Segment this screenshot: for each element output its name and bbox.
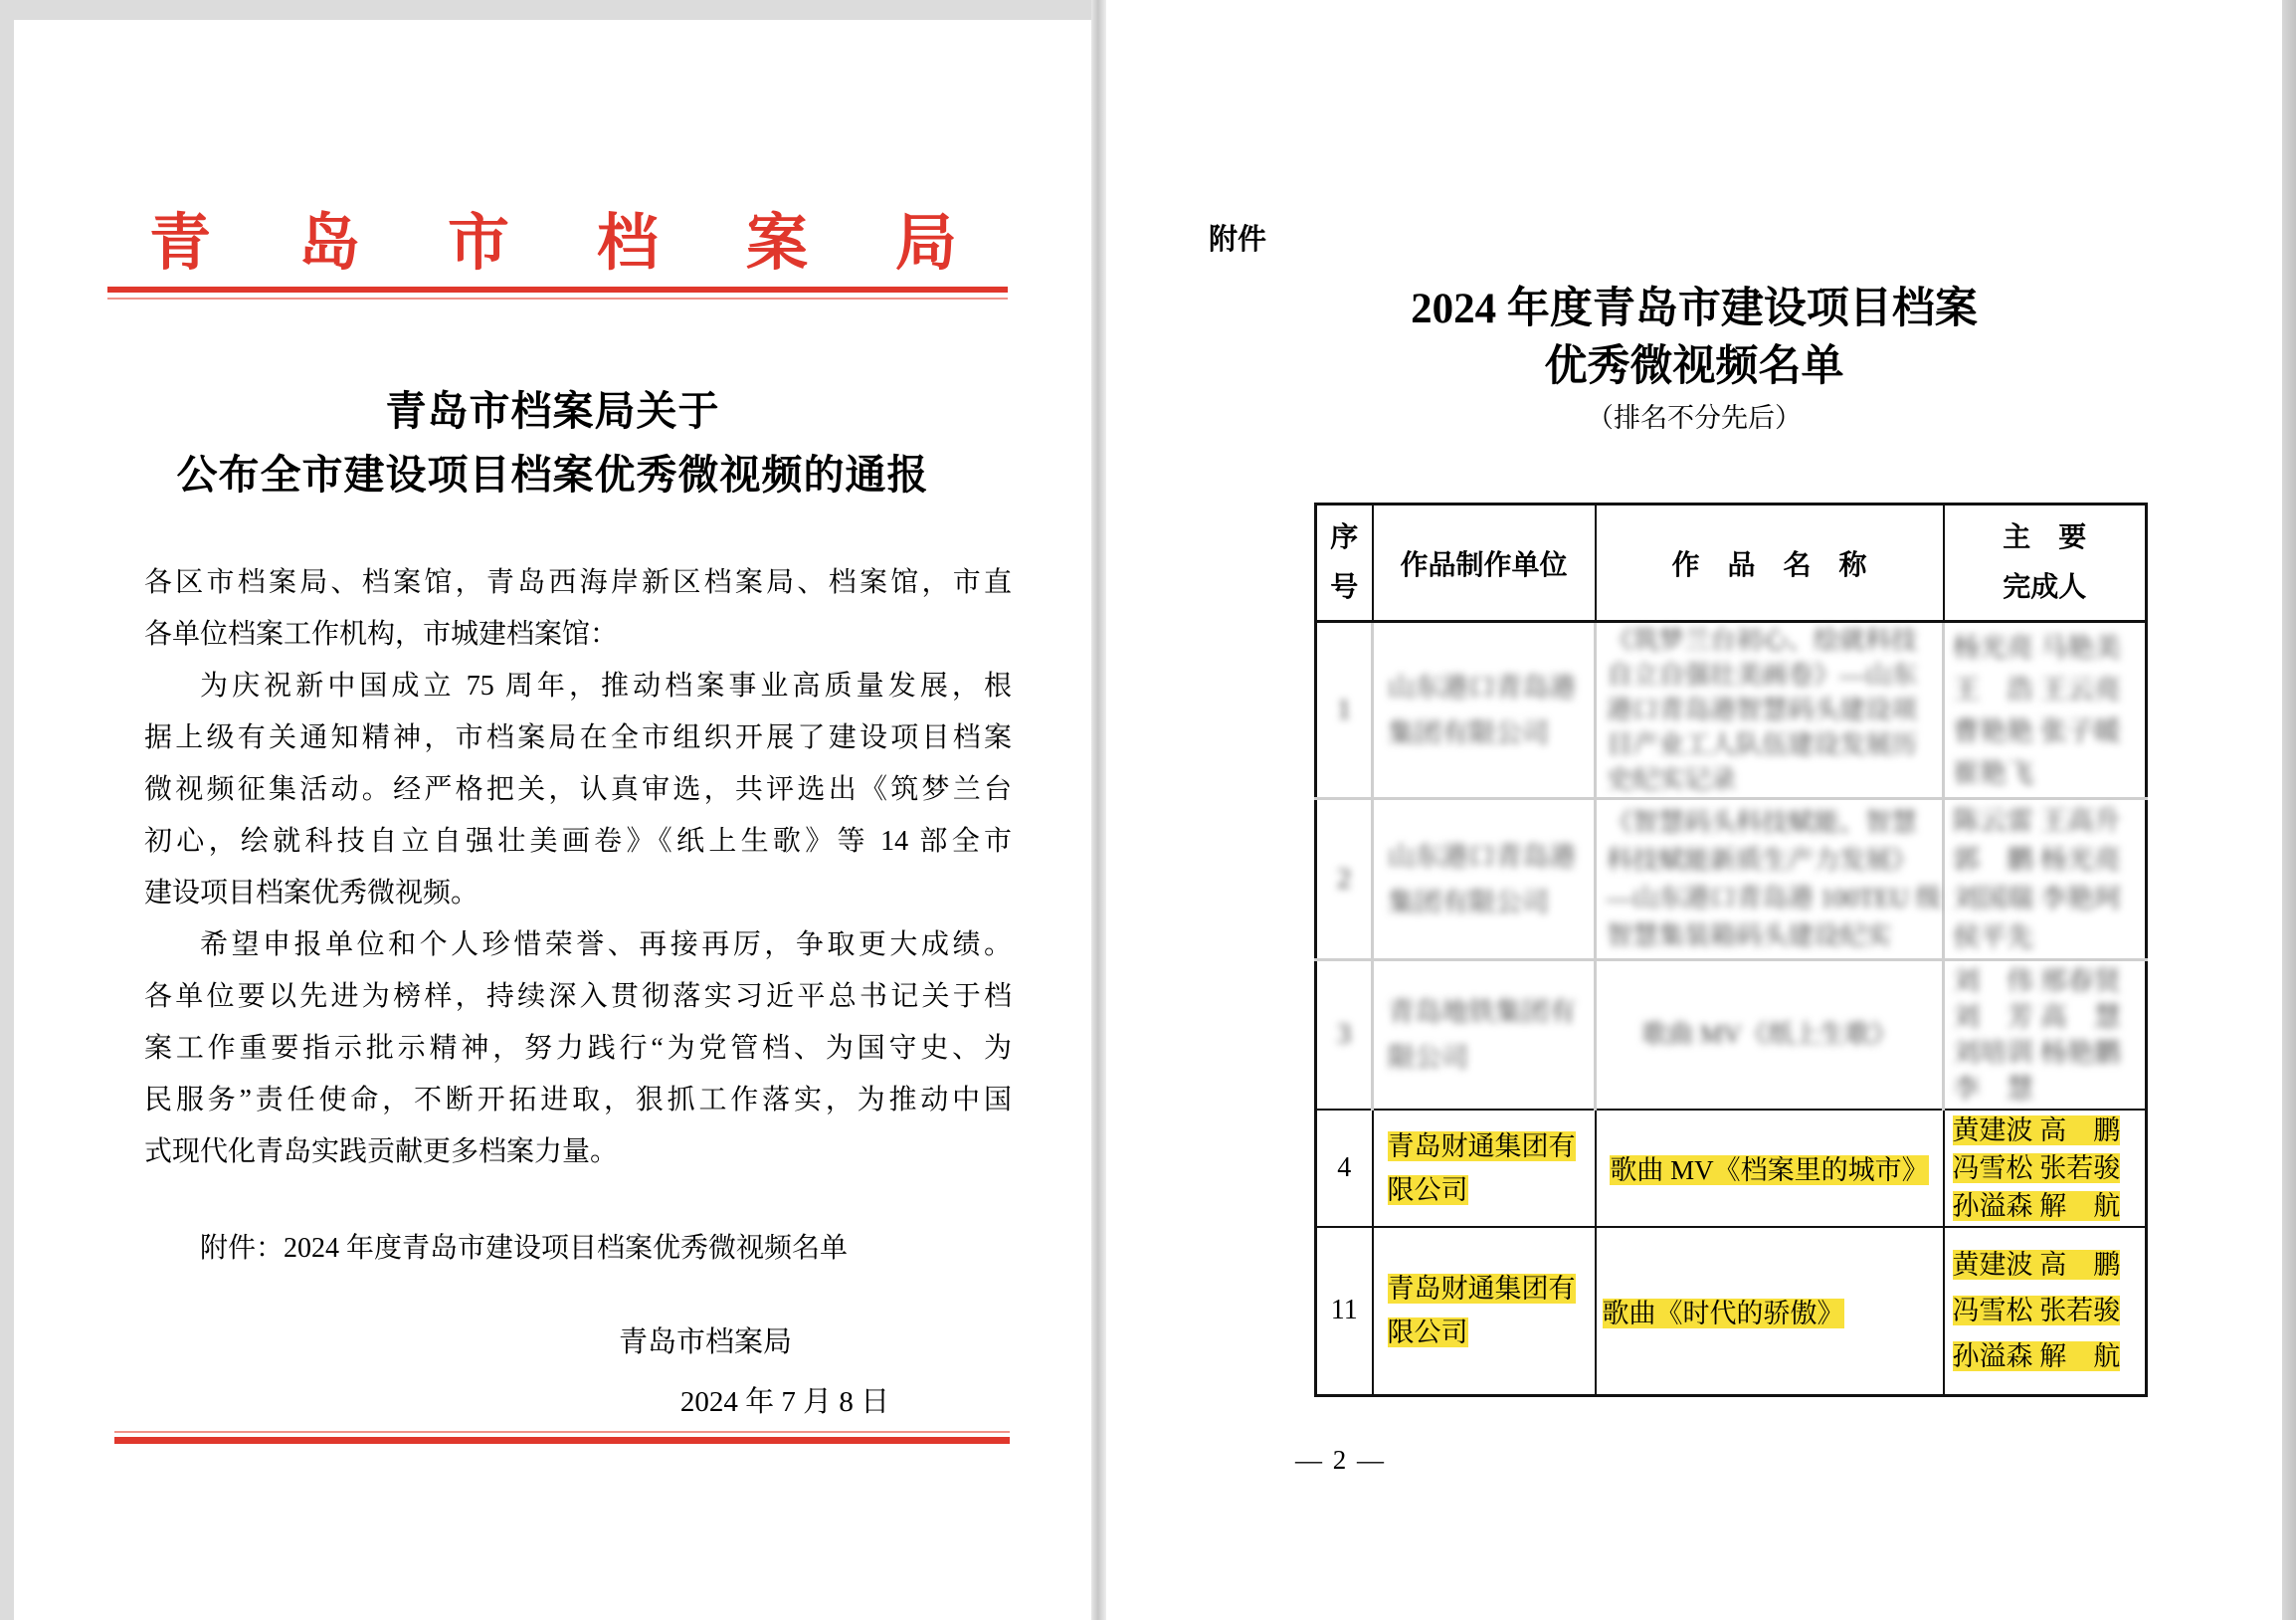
table-row-2 [1316,799,2147,960]
people-cell: 刘 伟 邢春贤 刘 芳 高 慧 刘培训 杨艳鹏 李 慧 [1944,960,2147,1110]
awards-table [1314,503,2148,1397]
org-cell: 山东港口青岛港 集团有限公司 [1373,799,1596,960]
scan-right-edge [2282,0,2296,1620]
table-row-11 [1316,1227,2147,1396]
title-cell: 《筑梦兰台初心、绘就科技 自立自强壮美画卷》—山东 港口青岛港智慧码头建设项 目产业工人队伍建设发展历 史纪实记录 [1596,622,1944,799]
serial-cell: 3 [1316,960,1373,1110]
ranking-note: （排名不分先后） [1587,403,1802,433]
table-row-1 [1316,622,2147,799]
letterhead-rule-thin [107,298,1008,300]
body-line: 微视频征集活动。经严格把关，认真审选，共评选出《筑梦兰台 [144,774,1012,805]
col-header-org: 作品制作单位 [1373,505,1596,622]
awards-table-wrap [1314,503,2148,1397]
col-header-serial-line: 号 [1330,571,1359,603]
title-cell: 《智慧码头科技赋能、智慧 科技赋能新质生产力发展》 —山东港口青岛港 100TEU 级 智慧集装箱码头建设纪实 [1596,799,1944,960]
attachment-label: 附件 [1209,224,1267,256]
body-line: 建设项目档案优秀微视频。 [144,878,479,909]
attachment-note: 附件：2024 年度青岛市建设项目档案优秀微视频名单 [200,1233,849,1264]
title-cell: 歌曲 MV《纸上生歌》 [1596,960,1944,1110]
col-header-serial [1316,505,1373,622]
body-line: 初心，绘就科技自立自强壮美画卷》《纸上生歌》等 14 部全市 [144,826,1012,857]
col-header-title: 作 品 名 称 [1596,505,1944,622]
people-cell: 黄建波 高 鹏 冯雪松 张若骏 孙溢森 解 航 [1944,1227,2147,1396]
body-line: 案工作重要指示批示精神，努力践行“为党管档、为国守史、为 [144,1033,1012,1064]
col-header-serial-line: 序 [1330,521,1359,553]
letterhead-char: 市 [447,209,509,278]
serial-cell: 2 [1316,799,1373,960]
people-cell: 陈云雷 王高升 郭 鹏 杨光亮 刘国瑞 李艳珂 侯平先 [1944,799,2147,960]
letterhead-char: 档 [596,209,659,278]
org-cell: 青岛地铁集团有 限公司 [1373,960,1596,1110]
serial-cell: 11 [1316,1227,1373,1396]
people-cell: 黄建波 高 鹏 冯雪松 张若骏 孙溢森 解 航 [1944,1110,2147,1227]
agency-letterhead [149,201,957,278]
body-line: 为庆祝新中国成立 75 周年，推动档案事业高质量发展，根 [200,671,1012,702]
letterhead-rule-thick [107,287,1008,293]
footer-rule-thick [114,1437,1010,1444]
table-header-row [1316,505,2147,622]
title-cell: 歌曲 MV《档案里的城市》 [1596,1110,1944,1227]
list-title-line-1: 2024 年度青岛市建设项目档案 [1411,286,1978,332]
org-cell: 山东港口青岛港 集团有限公司 [1373,622,1596,799]
letterhead-char: 岛 [297,209,360,278]
serial-cell: 4 [1316,1110,1373,1227]
col-header-people-line: 主 要 [2003,521,2087,553]
body-line: 各单位档案工作机构，市城建档案馆： [144,619,619,650]
table-row-4 [1316,1110,2147,1227]
notice-body [144,557,1012,1178]
signature: 青岛市档案局 [618,1326,792,1358]
col-header-people [1944,505,2147,622]
col-header-people-line: 完成人 [2003,571,2087,603]
body-line: 各区市档案局、档案馆，青岛西海岸新区档案局、档案馆，市直 [144,567,1012,598]
table-row-3 [1316,960,2147,1110]
attachment-page [1106,0,2282,1620]
notice-page [14,20,1091,1620]
footer-rule-thin [114,1431,1010,1433]
body-line: 据上级有关通知精神，市档案局在全市组织开展了建设项目档案 [144,722,1012,753]
title-cell: 歌曲《时代的骄傲》 [1596,1227,1944,1396]
letterhead-char: 青 [149,209,212,278]
people-cell: 杨光亮 马艳美 王 浩 王云亮 曹艳艳 张子暖 崔艳飞 [1944,622,2147,799]
page-number: — 2 — [1295,1445,1386,1475]
body-line: 各单位要以先进为榜样，持续深入贯彻落实习近平总书记关于档 [144,981,1012,1012]
list-title-line-2: 优秀微视频名单 [1544,343,1844,390]
page-gap-shadow [1091,0,1106,1620]
signature-date: 2024 年 7 月 8 日 [679,1386,890,1418]
org-cell: 青岛财通集团有 限公司 [1373,1110,1596,1227]
doc-title-line-2: 公布全市建设项目档案优秀微视频的通报 [176,452,929,498]
serial-cell: 1 [1316,622,1373,799]
letterhead-char: 局 [894,209,957,278]
letterhead-char: 案 [745,209,808,278]
body-line: 希望申报单位和个人珍惜荣誉、再接再厉，争取更大成绩。 [200,929,1012,960]
org-cell: 青岛财通集团有 限公司 [1373,1227,1596,1396]
body-line: 式现代化青岛实践贡献更多档案力量。 [144,1136,619,1167]
doc-title-line-1: 青岛市档案局关于 [385,388,720,434]
body-line: 民服务”责任使命，不断开拓进取，狠抓工作落实，为推动中国 [144,1085,1012,1115]
